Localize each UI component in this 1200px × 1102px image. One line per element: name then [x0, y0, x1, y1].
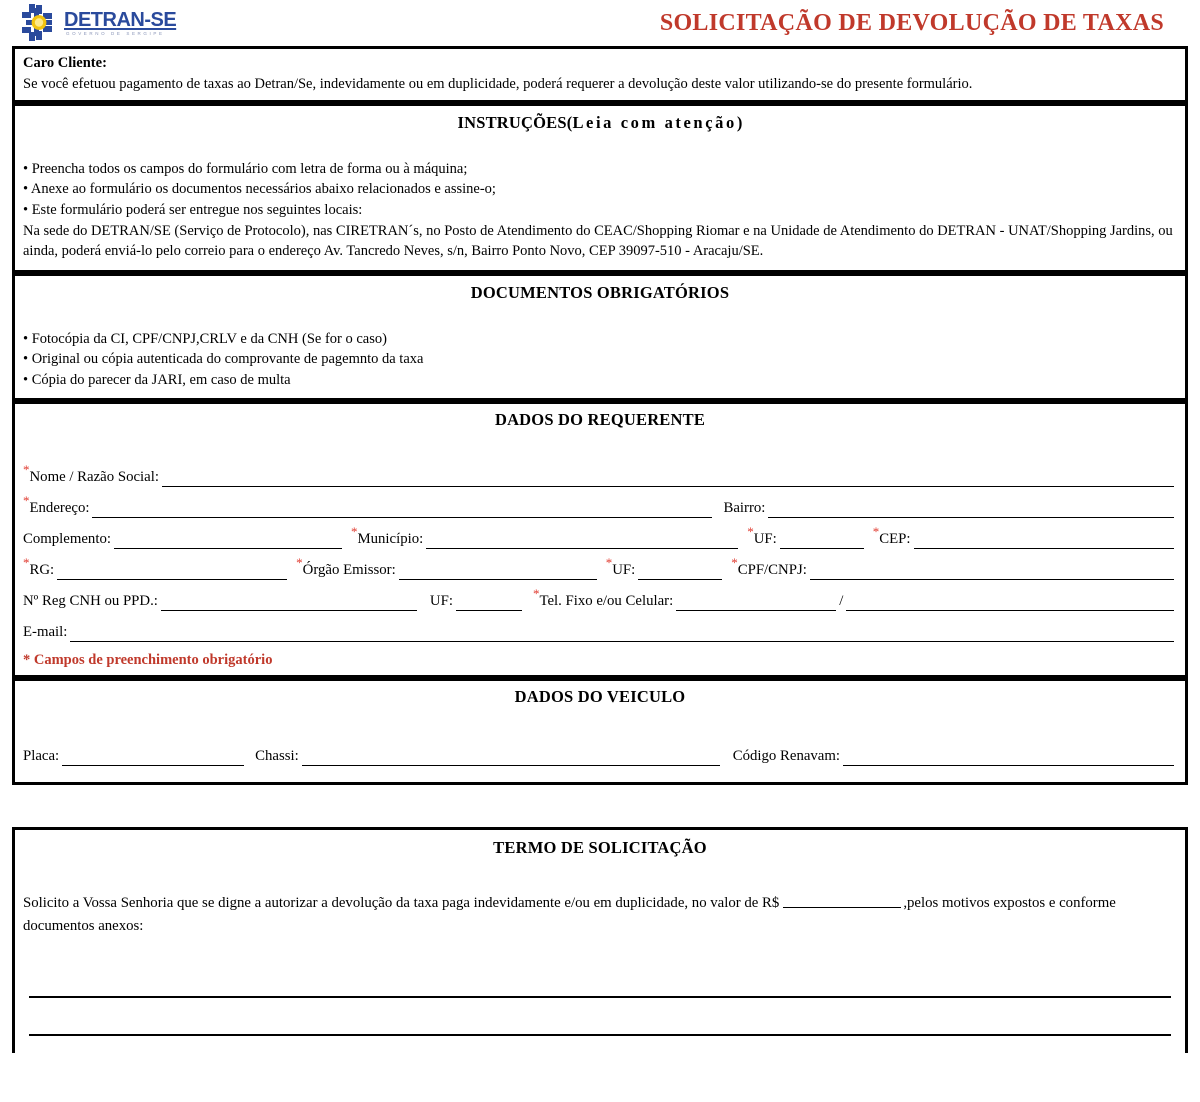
veiculo-title: DADOS DO VEICULO — [514, 687, 686, 707]
input-rg[interactable] — [57, 562, 287, 580]
label-uf-text: UF: — [753, 530, 777, 547]
label-rg — [23, 554, 55, 581]
instrucoes-bullet-3: • Este formulário poderá ser entregue nos seguintes locais: — [23, 202, 363, 219]
input-telefone-fixo[interactable] — [676, 593, 836, 611]
input-endereco[interactable] — [92, 500, 712, 518]
required-star-icon: * — [23, 492, 30, 508]
label-uf-rg — [600, 554, 636, 581]
required-star-icon: * — [23, 461, 30, 477]
label-endereco — [23, 492, 90, 519]
label-cpf-cnpj-text: CPF/CNPJ: — [737, 561, 807, 578]
input-complemento[interactable] — [114, 531, 342, 549]
section-documentos-obrigatorios — [12, 273, 1188, 402]
input-municipio[interactable] — [426, 531, 738, 549]
field-row-cnh — [23, 580, 1177, 611]
label-renavam: Código Renavam: — [732, 747, 840, 764]
logo-wordmark: DETRAN-SE — [64, 8, 177, 31]
field-row-email — [23, 611, 1177, 642]
label-uf — [741, 523, 777, 550]
input-cpf-cnpj[interactable] — [810, 562, 1174, 580]
documento-item-2: • Original ou cópia autenticada do comprovante de pagemnto da taxa — [23, 351, 424, 368]
input-telefone-celular[interactable] — [846, 593, 1174, 611]
input-uf[interactable] — [780, 531, 864, 549]
label-rg-text: RG: — [29, 561, 55, 578]
input-placa[interactable] — [62, 748, 244, 766]
required-star-icon: * — [23, 554, 30, 570]
label-reg-cnh: Nº Reg CNH ou PPD.: — [23, 592, 158, 609]
label-telefone-text: Tel. Fixo e/ou Celular: — [539, 592, 674, 609]
instrucoes-title — [23, 113, 1177, 133]
input-cep[interactable] — [914, 531, 1175, 549]
input-valor-taxa[interactable] — [783, 892, 901, 908]
input-uf-rg[interactable] — [638, 562, 722, 580]
requerente-title: DADOS DO REQUERENTE — [494, 410, 706, 430]
required-fields-note: * Campos de preenchimento obrigatório — [23, 652, 273, 669]
label-uf-cnh: UF: — [429, 592, 453, 609]
label-cep — [867, 523, 911, 550]
input-bairro[interactable] — [768, 500, 1174, 518]
label-bairro: Bairro: — [723, 499, 766, 516]
required-star-icon: * — [296, 554, 303, 570]
input-chassi[interactable] — [302, 748, 720, 766]
label-uf-rg-text: UF: — [612, 561, 636, 578]
input-reg-cnh[interactable] — [161, 593, 417, 611]
termo-write-line-1[interactable] — [29, 960, 1171, 998]
section-caro-cliente — [12, 46, 1188, 103]
section-dados-veiculo — [12, 678, 1188, 785]
required-star-icon: * — [872, 523, 880, 539]
termo-text-after: ,pelos motivos expostos e conforme documentos anexos: — [23, 895, 1116, 935]
termo-title: TERMO DE SOLICITAÇÃO — [493, 838, 707, 858]
section-termo-solicitacao — [12, 827, 1188, 1053]
label-nome — [23, 461, 159, 488]
instrucoes-bullet-2: • Anexe ao formulário os documentos necessários abaixo relacionados e assine-o; — [23, 181, 496, 198]
termo-write-line-2[interactable] — [29, 998, 1171, 1036]
logo-subtext: GOVERNO DE SERGIPE — [66, 30, 165, 36]
label-municipio-text: Município: — [357, 530, 424, 547]
label-chassi: Chassi: — [255, 747, 299, 764]
field-row-endereco — [23, 487, 1177, 518]
label-cep-text: CEP: — [879, 530, 911, 547]
detran-sun-cross-icon — [22, 4, 66, 42]
label-nome-text: Nome / Razão Social: — [29, 468, 159, 485]
label-cpf-cnpj — [725, 554, 807, 581]
field-row-rg — [23, 549, 1177, 580]
label-municipio — [345, 523, 424, 550]
label-endereco-text: Endereço: — [29, 499, 90, 516]
page-title: SOLICITAÇÃO DE DEVOLUÇÃO DE TAXAS — [659, 9, 1164, 36]
document-header — [0, 0, 1200, 46]
label-complemento: Complemento: — [23, 530, 111, 547]
field-row-complemento — [23, 518, 1177, 549]
documento-item-1: • Fotocópia da CI, CPF/CNPJ,CRLV e da CNH (Se for o caso) — [23, 330, 387, 347]
label-orgao-emissor-text: Órgão Emissor: — [302, 561, 396, 578]
label-placa: Placa: — [23, 747, 60, 764]
label-orgao-emissor — [290, 554, 396, 581]
required-star-icon: * — [731, 554, 738, 570]
input-email[interactable] — [70, 624, 1174, 642]
documentos-title: DOCUMENTOS OBRIGATÓRIOS — [470, 282, 730, 302]
required-star-icon: * — [747, 523, 754, 539]
input-orgao-emissor[interactable] — [399, 562, 597, 580]
documento-item-3: • Cópia do parecer da JARI, em caso de multa — [23, 371, 291, 388]
input-renavam[interactable] — [843, 748, 1174, 766]
instrucoes-address: Na sede do DETRAN/SE (Serviço de Protocolo), nas CIRETRAN´s, no Posto de Atendimento do CEAC/Shopping Riomar e na Unidade de Atendimento do DETRAN - UNAT/Shopping Jardins, ou ainda, poderá enviá-lo pelo correio para o endereço Av. Tancredo Neves, s/n, Bairro Ponto Novo, CEP 39097-510 - Aracaju/SE. — [23, 222, 1173, 260]
detran-logo — [22, 3, 176, 43]
field-row-veiculo — [23, 735, 1177, 766]
termo-paragraph — [23, 892, 1177, 938]
input-uf-cnh[interactable] — [456, 593, 522, 611]
telefone-separator: / — [839, 592, 844, 609]
caro-cliente-lead: Caro Cliente: — [23, 55, 107, 71]
field-row-nome — [23, 456, 1177, 487]
instrucoes-title-close: ) — [736, 112, 743, 132]
section-spacer — [0, 785, 1200, 827]
required-star-icon: * — [605, 554, 613, 570]
required-star-icon: * — [350, 523, 358, 539]
input-nome[interactable] — [162, 469, 1174, 487]
instrucoes-title-main: INSTRUÇÕES( — [457, 112, 573, 132]
caro-cliente-paragraph: Se você efetuou pagamento de taxas ao Detran/Se, indevidamente ou em duplicidade, poderá requerer a devolução deste valor utilizando-se do presente formulário. — [23, 75, 973, 92]
section-dados-requerente — [12, 401, 1188, 678]
section-instrucoes — [12, 103, 1188, 273]
required-star-icon: * — [532, 585, 540, 601]
instrucoes-bullet-1: • Preencha todos os campos do formulário com letra de forma ou à máquina; — [23, 160, 468, 177]
termo-text-before: Solicito a Vossa Senhoria que se digne a autorizar a devolução da taxa paga indevidamente e/ou em duplicidade, no valor de R$ — [23, 895, 780, 912]
instrucoes-title-spaced: Leia com atenção — [572, 112, 737, 132]
label-email: E-mail: — [23, 623, 68, 640]
label-telefone — [525, 585, 674, 612]
